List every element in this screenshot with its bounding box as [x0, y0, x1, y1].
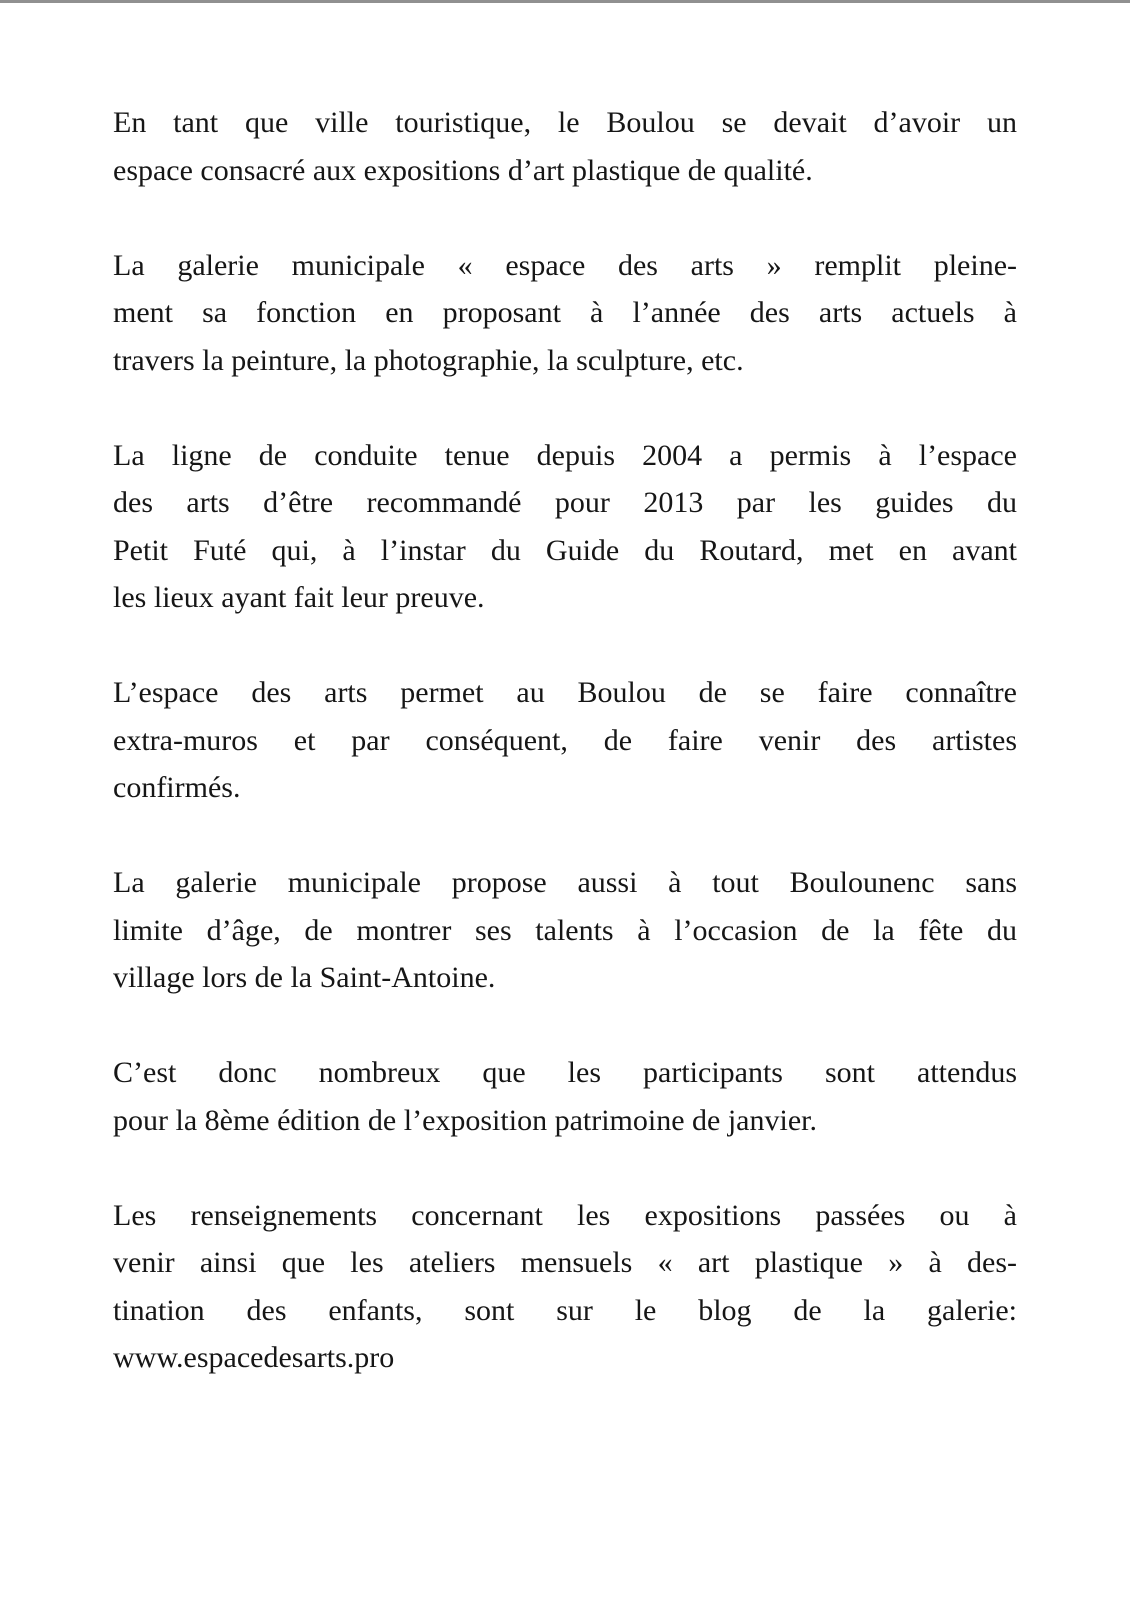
text-line: pour la 8ème édition de l’exposition patrimoine de janvier.: [113, 1103, 817, 1137]
text-line: La ligne de conduite tenue depuis 2004 a permis à l’espace: [113, 438, 1017, 472]
paragraph: [113, 99, 1017, 194]
text-line: Les renseignements concernant les expositions passées ou à: [113, 1198, 1017, 1232]
text-block: [113, 99, 1017, 1429]
paragraph: [113, 669, 1017, 812]
paragraph: [113, 1192, 1017, 1382]
paragraph: [113, 432, 1017, 622]
text-line: ment sa fonction en proposant à l’année des arts actuels à: [113, 296, 1017, 329]
text-line: En tant que ville touristique, le Boulou se devait d’avoir un: [113, 106, 1017, 139]
paragraph: [113, 242, 1017, 385]
paragraph: [113, 859, 1017, 1002]
text-line: espace consacré aux expositions d’art plastique de qualité.: [113, 153, 813, 187]
text-line: des arts d’être recommandé pour 2013 par les guides du: [113, 486, 1017, 519]
website-url: www.espacedesarts.pro: [113, 1341, 395, 1374]
text-line: La galerie municipale « espace des arts » remplit pleine-: [113, 248, 1017, 282]
text-line: extra-muros et par conséquent, de faire venir des artistes: [113, 723, 1017, 757]
text-line: village lors de la Saint-Antoine.: [113, 961, 496, 994]
text-line: venir ainsi que les ateliers mensuels « art plastique » à des-: [113, 1246, 1017, 1279]
text-line: La galerie municipale propose aussi à tout Boulounenc sans: [113, 866, 1017, 899]
text-line: L’espace des arts permet au Boulou de se faire connaître: [113, 676, 1017, 709]
text-line: tination des enfants, sont sur le blog de la galerie:: [113, 1293, 1017, 1327]
text-line: travers la peinture, la photographie, la sculpture, etc.: [113, 343, 744, 377]
text-line: C’est donc nombreux que les participants sont attendus: [113, 1056, 1017, 1089]
text-line: limite d’âge, de montrer ses talents à l’occasion de la fête du: [113, 913, 1017, 947]
text-line: Petit Futé qui, à l’instar du Guide du Routard, met en avant: [113, 533, 1017, 567]
paragraph: [113, 1049, 1017, 1144]
text-line: les lieux ayant fait leur preuve.: [113, 581, 485, 614]
text-line: confirmés.: [113, 771, 241, 804]
page-top-edge: [0, 0, 1130, 3]
